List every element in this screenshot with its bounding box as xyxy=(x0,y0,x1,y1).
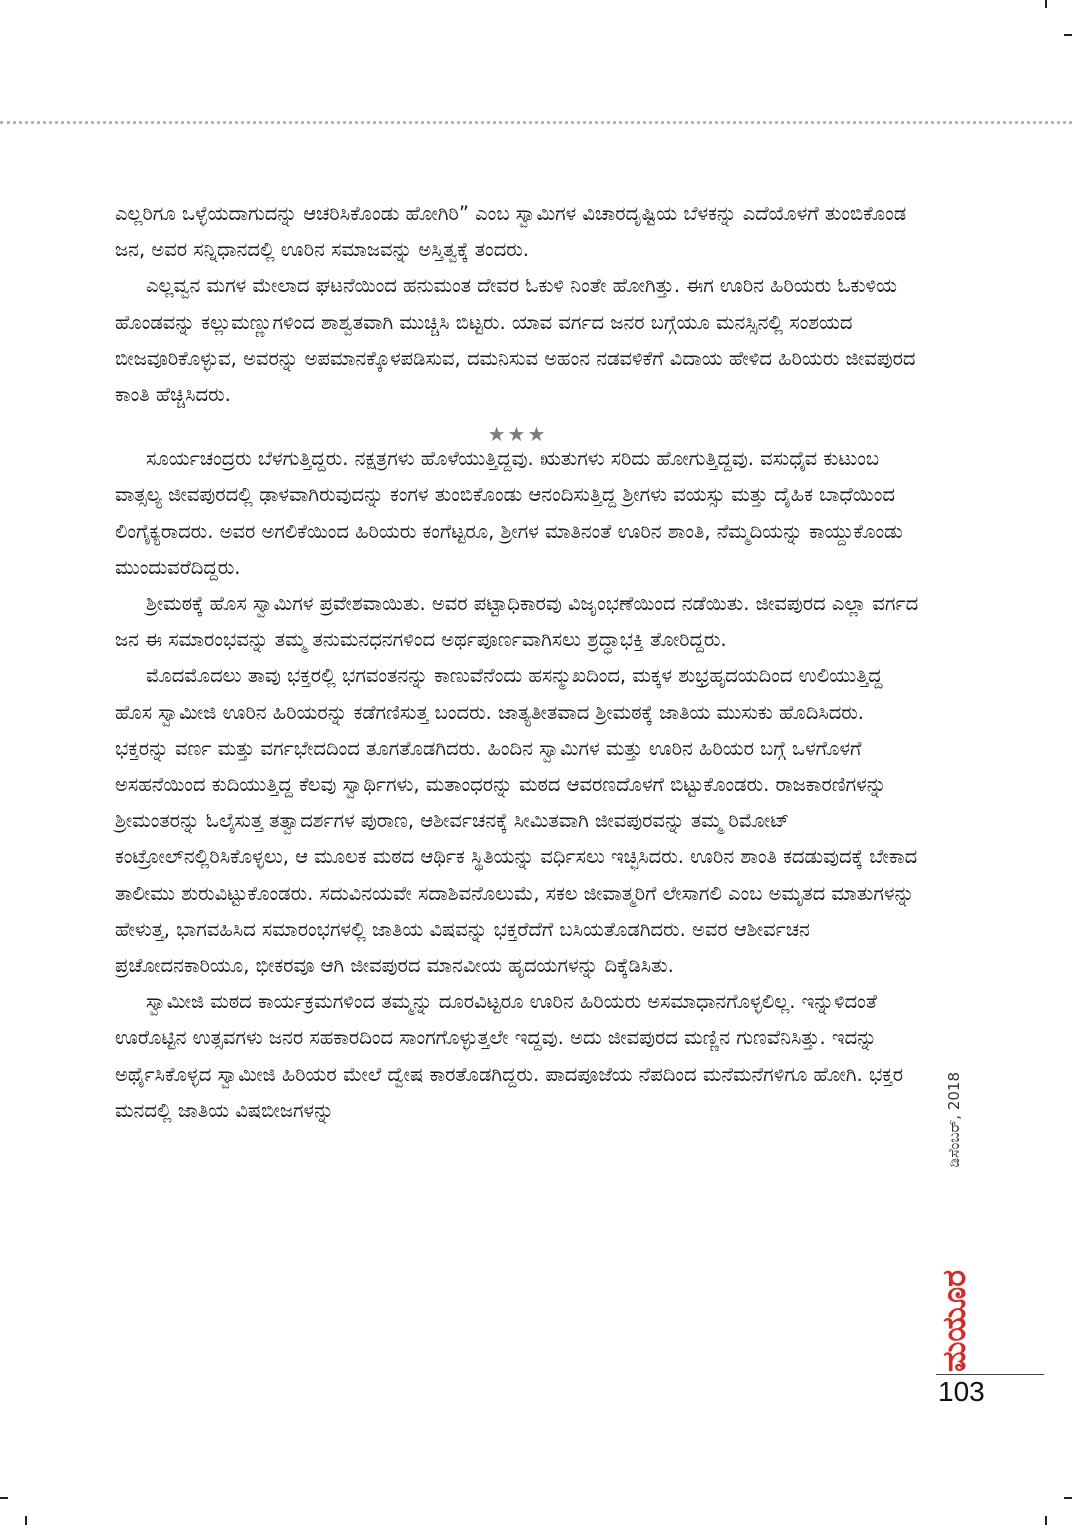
paragraph: ಸೂರ್ಯಚಂದ್ರರು ಬೆಳಗುತ್ತಿದ್ದರು. ನಕ್ಷತ್ರಗಳು ಹೊಳೆಯುತ್ತಿದ್ದವು. ಋತುಗಳು ಸರಿದು ಹೋಗುತ್ತಿದ್ದವು. ವಸುಧೈವ ಕುಟುಂಬ ವಾತ್ಸಲ್ಯ ಜೀವಪುರದಲ್ಲಿ ಢಾಳವಾಗಿರುವುದನ್ನು ಕಂಗಳ ತುಂಬಿಕೊಂಡು ಆನಂದಿಸುತ್ತಿದ್ದ ಶ್ರೀಗಳು ವಯಸ್ಸು ಮತ್ತು ದೈಹಿಕ ಬಾಧೆಯಿಂದ ಲಿಂಗೈಕ್ಯರಾದರು. ಅವರ ಅಗಲಿಕೆಯಿಂದ ಹಿರಿಯರು ಕಂಗೆಟ್ಟರೂ, ಶ್ರೀಗಳ ಮಾತಿನಂತೆ ಊರಿನ ಶಾಂತಿ, ನೆಮ್ಮದಿಯನ್ನು ಕಾಯ್ದುಕೊಂಡು ಮುಂದುವರೆದಿದ್ದರು. xyxy=(115,447,903,579)
magazine-sidebar xyxy=(936,1072,972,1372)
crop-mark-left-lower xyxy=(0,1497,8,1499)
paragraph: ಎಲ್ಲರಿಗೂ ಒಳ್ಳೆಯದಾಗುದನ್ನು ಆಚರಿಸಿಕೊಂಡು ಹೋಗಿರಿ” ಎಂಬ ಸ್ವಾಮಿಗಳ ವಿಚಾರದೃಷ್ಟಿಯ ಬೆಳಕನ್ನು ಎದೆಯೊಳಗೆ ತುಂಬಿಕೊಂಡ ಜನ, ಅವರ ಸನ್ನಿಧಾನದಲ್ಲಿ ಊರಿನ ಸಮಾಜವನ್ನು ಅಸ್ತಿತ್ವಕ್ಕೆ ತಂದರು. xyxy=(115,202,907,262)
crop-mark-top-right xyxy=(1045,0,1047,8)
paragraph: ಎಲ್ಲವ್ವನ ಮಗಳ ಮೇಲಾದ ಘಟನೆಯಿಂದ ಹನುಮಂತ ದೇವರ ಓಕುಳಿ ನಿಂತೇ ಹೋಗಿತ್ತು. ಈಗ ಊರಿನ ಹಿರಿಯರು ಓಕುಳಿಯ ಹೊಂಡವನ್ನು ಕಲ್ಲುಮಣ್ಣುಗಳಿಂದ ಶಾಶ್ವತವಾಗಿ ಮುಚ್ಚಿಸಿ ಬಿಟ್ಟರು. ಯಾವ ವರ್ಗದ ಜನರ ಬಗ್ಗೆಯೂ ಮನಸ್ಸಿನಲ್ಲಿ ಸಂಶಯದ ಬೀಜವೂರಿಕೊಳ್ಳುವ, ಅವರನ್ನು ಅಪಮಾನಕ್ಕೊಳಪಡಿಸುವ, ದಮನಿಸುವ ಅಹಂನ ನಡವಳಿಕೆಗೆ ವಿದಾಯ ಹೇಳಿದ ಹಿರಿಯರು ಜೀವಪುರದ ಕಾಂತಿ ಹೆಚ್ಚಿಸಿದರು. xyxy=(115,274,916,407)
paragraph: ಮೊದಮೊದಲು ತಾವು ಭಕ್ತರಲ್ಲಿ ಭಗವಂತನನ್ನು ಕಾಣುವೆನೆಂದು ಹಸನ್ಮುಖದಿಂದ, ಮಕ್ಕಳ ಶುಭ್ರಹೃದಯದಿಂದ ಉಲಿಯುತ್ತಿದ್ದ ಹೊಸ ಸ್ವಾಮೀಜಿ ಊರಿನ ಹಿರಿಯರನ್ನು ಕಡೆಗಣಿಸುತ್ತ ಬಂದರು. ಜಾತ್ಯತೀತವಾದ ಶ್ರೀಮಠಕ್ಕೆ ಜಾತಿಯ ಮುಸುಕು ಹೊದಿಸಿದರು. ಭಕ್ತರನ್ನು ವರ್ಣ ಮತ್ತು ವರ್ಗಭೇದದಿಂದ ತೂಗತೊಡಗಿದರು. ಹಿಂದಿನ ಸ್ವಾಮಿಗಳ ಮತ್ತು ಊರಿನ ಹಿರಿಯರ ಬಗ್ಗೆ ಒಳಗೊಳಗೆ ಅಸಹನೆಯಿಂದ ಕುದಿಯುತ್ತಿದ್ದ ಕೆಲವು ಸ್ವಾರ್ಥಿಗಳು, ಮತಾಂಧರನ್ನು ಮಠದ ಆವರಣದೊಳಗೆ ಬಿಟ್ಟುಕೊಂಡರು. ರಾಜಕಾರಣಿಗಳನ್ನು ಶ್ರೀಮಂತರನ್ನು ಓಲೈಸುತ್ತ ತತ್ವಾದರ್ಶಗಳ ಪುರಾಣ, ಆಶೀರ್ವಚನಕ್ಕೆ ಸೀಮಿತವಾಗಿ ಜೀವಪುರವನ್ನು ತಮ್ಮ ರಿಮೋಟ್ ಕಂಟ್ರೋಲ್‌ನಲ್ಲಿರಿಸಿಕೊಳ್ಳಲು, ಆ ಮೂಲಕ ಮಠದ ಆರ್ಥಿಕ ಸ್ಥಿತಿಯನ್ನು ವರ್ಧಿಸಲು ಇಚ್ಛಿಸಿದರು. ಊರಿನ ಶಾಂತಿ ಕದಡುವುದಕ್ಕೆ ಬೇಕಾದ ತಾಲೀಮು ಶುರುವಿಟ್ಟುಕೊಂಡರು. ಸದುವಿನಯವೇ ಸದಾಶಿವನೊಲುಮೆ, ಸಕಲ ಜೀವಾತ್ಮರಿಗೆ ಲೇಸಾಗಲಿ ಎಂಬ ಅಮೃತದ ಮಾತುಗಳನ್ನು ಹೇಳುತ್ತ, ಭಾಗವಹಿಸಿದ ಸಮಾರಂಭಗಳಲ್ಲಿ ಜಾತಿಯ ವಿಷವನ್ನು ಭಕ್ತರೆದೆಗೆ ಬಸಿಯತೊಡಗಿದರು. ಅವರ ಆಶೀರ್ವಚನ ಪ್ರಚೋದನಕಾರಿಯೂ, ಭೀಕರವೂ ಆಗಿ ಜೀವಪುರದ ಮಾನವೀಯ ಹೃದಯಗಳನ್ನು ದಿಕ್ಕೆಡಿಸಿತು. xyxy=(115,664,918,978)
issue-date: ಡಿಸೆಂಬರ್, 2018 xyxy=(945,1072,963,1168)
header-dotted-rule xyxy=(0,121,1072,124)
paragraph: ಶ್ರೀಮಠಕ್ಕೆ ಹೊಸ ಸ್ವಾಮಿಗಳ ಪ್ರವೇಶವಾಯಿತು. ಅವರ ಪಟ್ಟಾಧಿಕಾರವು ವಿಜೃಂಭಣೆಯಿಂದ ನಡೆಯಿತು. ಜೀವಪುರದ ಎಲ್ಲಾ ವರ್ಗದ ಜನ ಈ ಸಮಾರಂಭವನ್ನು ತಮ್ಮ ತನುಮನಧನಗಳಿಂದ ಅರ್ಥಪೂರ್ಣವಾಗಿಸಲು ಶ್ರದ್ಧಾಭಕ್ತಿ ತೋರಿದ್ದರು. xyxy=(115,592,919,652)
crop-mark-right-lower xyxy=(1064,1497,1072,1499)
crop-mark-bottom-left xyxy=(25,1516,27,1525)
article-body xyxy=(115,196,920,1129)
paragraph: ಸ್ವಾಮೀಜಿ ಮಠದ ಕಾರ್ಯಕ್ರಮಗಳಿಂದ ತಮ್ಮನ್ನು ದೂರವಿಟ್ಟರೂ ಊರಿನ ಹಿರಿಯರು ಅಸಮಾಧಾನಗೊಳ್ಳಲಿಲ್ಲ. ಇನ್ನುಳಿದಂತೆ ಊರೊಟ್ಟಿನ ಉತ್ಸವಗಳು ಜನರ ಸಹಕಾರದಿಂದ ಸಾಂಗಗೊಳ್ಳುತ್ತಲೇ ಇದ್ದವು. ಅದು ಜೀವಪುರದ ಮಣ್ಣಿನ ಗುಣವೆನಿಸಿತ್ತು. ಇದನ್ನು ಅರ್ಥೈಸಿಕೊಳ್ಳದ ಸ್ವಾಮೀಜಿ ಹಿರಿಯರ ಮೇಲೆ ದ್ವೇಷ ಕಾರತೊಡಗಿದ್ದರು. ಪಾದಪೂಜೆಯ ನೆಪದಿಂದ ಮನೆಮನೆಗಳಿಗೂ ಹೋಗಿ. ಭಕ್ತರ ಮನದಲ್ಲಿ ಜಾತಿಯ ವಿಷಬೀಜಗಳನ್ನು xyxy=(115,990,904,1122)
crop-mark-bottom-right xyxy=(1045,1516,1047,1525)
section-separator: ★★★ xyxy=(487,422,548,447)
crop-mark-right-upper xyxy=(1064,34,1072,36)
page-number: 103 xyxy=(938,1376,985,1407)
magazine-logo: ಮಯೂರ xyxy=(934,1269,973,1372)
